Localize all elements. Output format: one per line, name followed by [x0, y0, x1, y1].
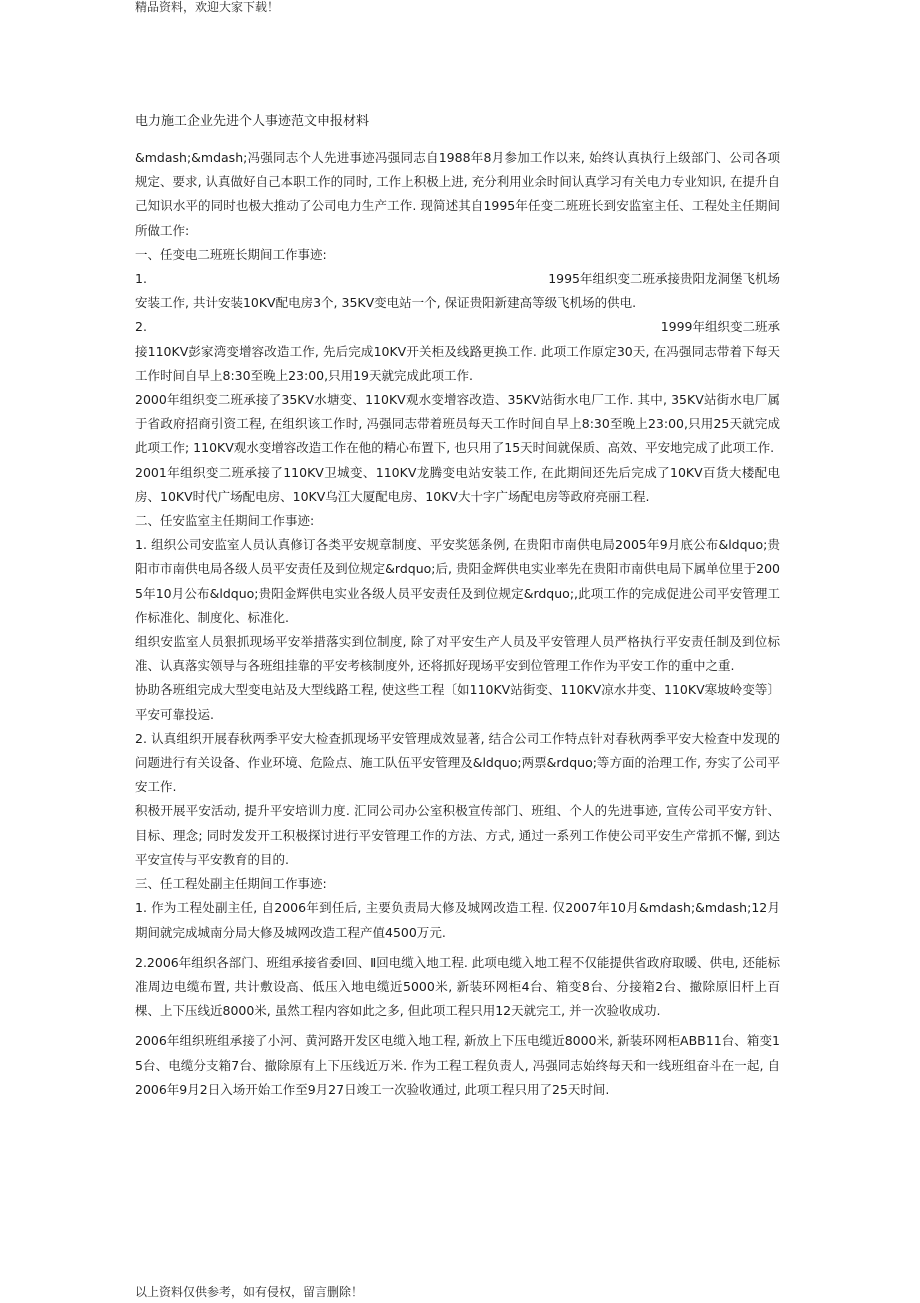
item-text-lead: 1999年组织变二班承 [660, 319, 780, 335]
section-1-paragraph-4: 2001年组织变二班承接了110KV卫城变、110KV龙腾变电站安装工作, 在此期间还先后完成了10KV百货大楼配电房、10KV时代广场配电房、10KV乌江大厦配电房、10KV大十字广场配电房等政府亮丽工程. [135, 464, 780, 504]
section-1-item-2-first-line [135, 315, 780, 339]
section-2-paragraph-2: 组织安监室人员狠抓现场平安举措落实到位制度, 除了对平安生产人员及平安管理人员严格执行平安责任制及到位标准、认真落实领导与各班组挂靠的平安考核制度外, 还将抓好现场平安到位管理工作作为平安工作的重中之重. [135, 634, 780, 674]
document-title: 电力施工企业先进个人事迹范文申报材料 [135, 114, 370, 129]
section-1-item-2-rest: 接110KV彭家湾变增容改造工作, 先后完成10KV开关柜及线路更换工作. 此项工作原定30天, 在冯强同志带着下每天工作时间自早上8:30至晚上23:00,只用19天就完成此项工作. [135, 343, 780, 383]
page-header-note: 精品资料，欢迎大家下载！ [135, 0, 280, 14]
page-footer-note: 以上资料仅供参考，如有侵权，留言删除！ [135, 1285, 364, 1299]
section-2-paragraph-4: 2. 认真组织开展春秋两季平安大检查抓现场平安管理成效显著, 结合公司工作特点针对春秋两季平安大检查中发现的问题进行有关设备、作业环境、危险点、施工队伍平安管理及&ldquo;两票&rdquo;等方面的治理工作, 夯实了公司平安工作. [135, 730, 780, 795]
section-1-item-1-rest: 安装工作, 共计安装10KV配电房3个, 35KV变电站一个, 保证贵阳新建高等级飞机场的供电. [135, 295, 637, 311]
section-2-paragraph-5: 积极开展平安活动, 提升平安培训力度. 汇同公司办公室积极宣传部门、班组、个人的先进事迹, 宣传公司平安方针、目标、理念; 同时发发开工积极探讨进行平安管理工作的方法、方式, 通过一系列工作使公司平安生产常抓不懈, 到达平安宣传与平安教育的目的. [135, 803, 780, 867]
item-number: 2. [135, 319, 147, 335]
section-1-item-1-first-line [135, 267, 780, 291]
section-3-heading: 三、任工程处副主任期间工作事迹: [135, 876, 327, 892]
section-1-heading: 一、任变电二班班长期间工作事迹: [135, 246, 327, 262]
section-3-paragraph-3: 2006年组织班组承接了小河、黄河路开发区电缆入地工程, 新放上下压电缆近8000米, 新装环网柜ABB11台、箱变15台、电缆分支箱7台、撤除原有上下压线近万米. 作为工程工程负责人, 冯强同志始终每天和一线班组奋斗在一起, 自2006年9月2日入场开始工作至9月27日竣工一次验收通过, 此项工程只用了25天时间. [135, 1033, 780, 1097]
section-2-paragraph-3: 协助各班组完成大型变电站及大型线路工程, 使这些工程〔如110KV站街变、110KV凉水井变、110KV寒坡岭变等〕平安可靠投运. [135, 682, 780, 722]
item-text-lead: 1995年组织变二班承接贵阳龙洞堡飞机场 [548, 271, 780, 287]
item-number: 1. [135, 271, 147, 287]
document-body [135, 146, 780, 1102]
section-2-heading: 二、任安监室主任期间工作事迹: [135, 513, 315, 529]
section-1-paragraph-3: 2000年组织变二班承接了35KV水塘变、110KV观水变增容改造、35KV站街水电厂工作. 其中, 35KV站街水电厂属于省政府招商引资工程, 在组织该工作时, 冯强同志带着班员每天工作时间自早上8:30至晚上23:00,只用25天就完成此项工作; 110KV观水变增容改造工作在他的精心布置下, 也只用了15天时间就保质、高效、平安地完成了此项工作. [135, 392, 780, 456]
section-3-paragraph-1: 1. 作为工程处副主任, 自2006年到任后, 主要负责局大修及城网改造工程. 仅2007年10月&mdash;&mdash;12月期间就完成城南分局大修及城网改造工程产值4500万元. [135, 900, 780, 940]
intro-paragraph: &mdash;&mdash;冯强同志个人先进事迹冯强同志自1988年8月参加工作以来, 始终认真执行上级部门、公司各项规定、要求, 认真做好自己本职工作的同时, 工作上积极上进, 充分利用业余时间认真学习有关电力专业知识, 在提升自己知识水平的同时也极大推动了公司电力生产工作. 现简述其自1995年任变二班班长到安监室主任、工程处主任期间所做工作: [135, 150, 780, 238]
section-2-paragraph-1: 1. 组织公司安监室人员认真修订各类平安规章制度、平安奖惩条例, 在贵阳市南供电局2005年9月底公布&ldquo;贵阳市市南供电局各级人员平安责任及到位规定&rdquo;后, 贵阳金辉供电实业率先在贵阳市南供电局下属单位里于2005年10月公布&ldquo;贵阳金辉供电实业各级人员平安责任及到位规定&rdquo;,此项工作的完成促进公司平安管理工作标准化、制度化、标准化. [135, 537, 780, 625]
section-3-paragraph-2: 2.2006年组织各部门、班组承接省委Ⅰ回、Ⅱ回电缆入地工程. 此项电缆入地工程不仅能提供省政府取暖、供电, 还能标准周边电缆布置, 共计敷设高、低压入地电缆近5000米, 新装环网柜4台、箱变8台、分接箱2台、撤除原旧杆上百棵、上下压线近8000米, 虽然工程内容如此之多, 但此项工程只用12天就完工, 并一次验收成功. [135, 954, 780, 1019]
